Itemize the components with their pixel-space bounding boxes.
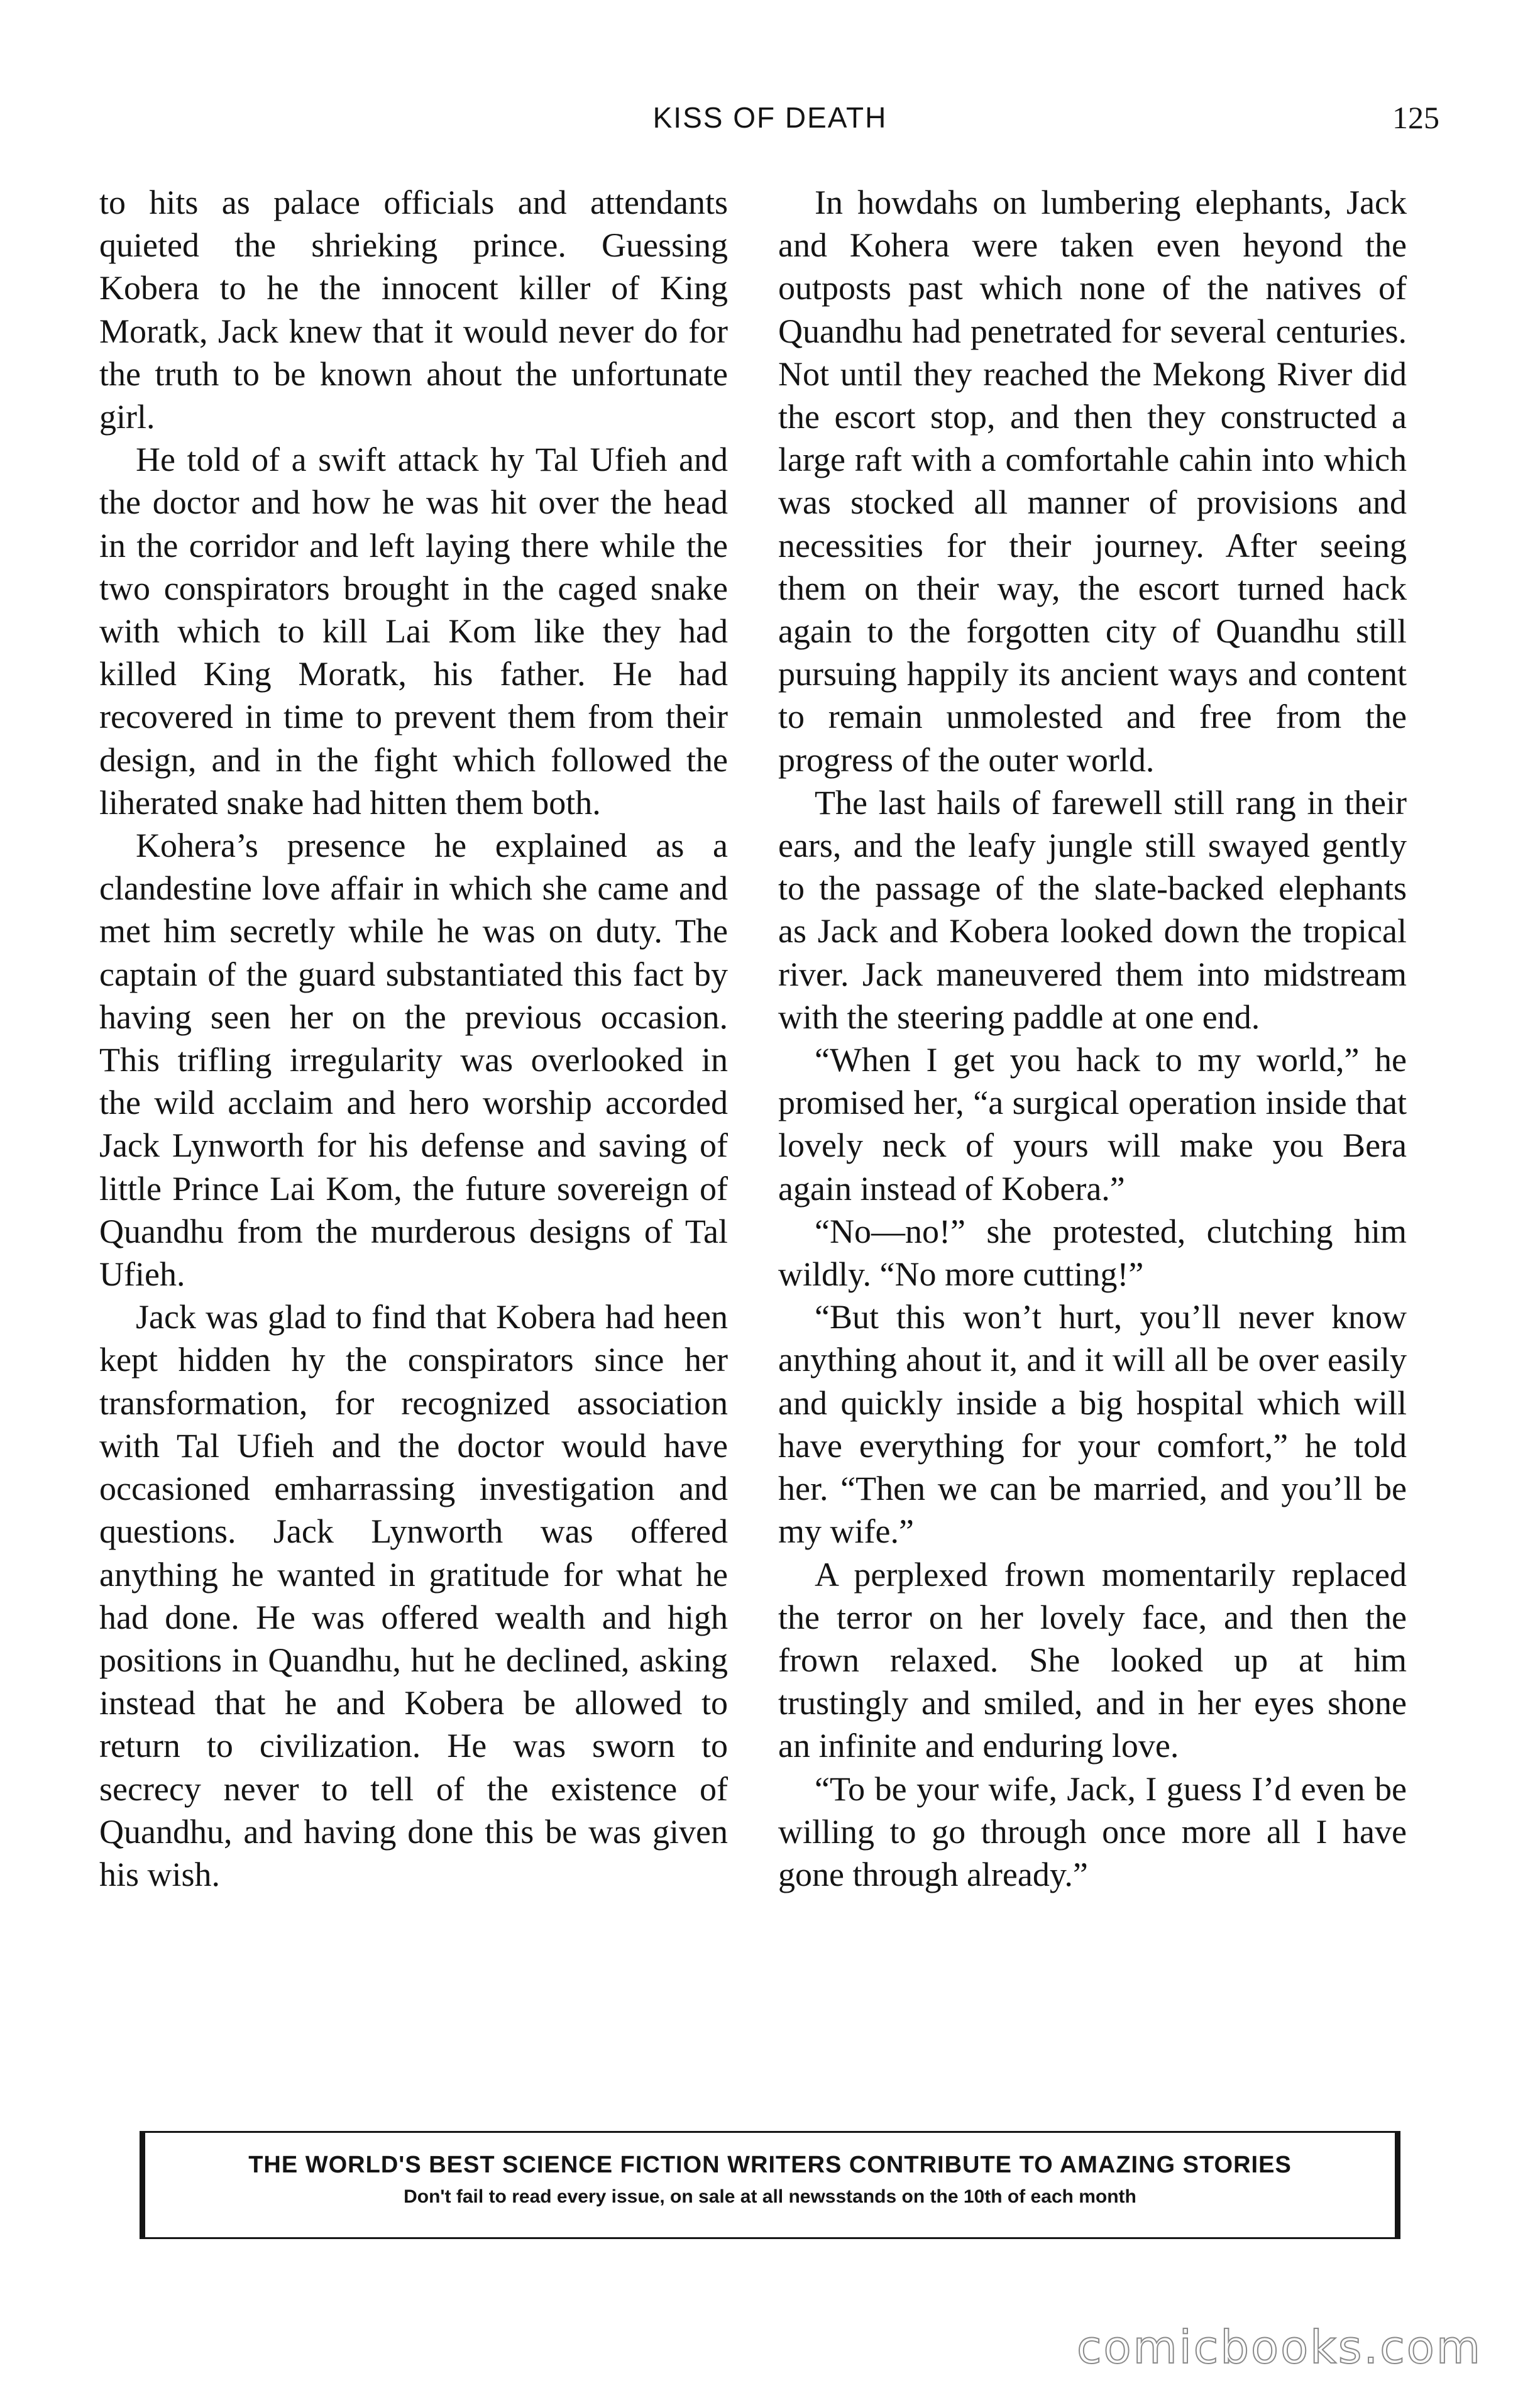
paragraph: “To be your wife, Jack, I guess I’d even be willing to go through once more all I have gone through already.”	[778, 1770, 1407, 1893]
paragraph: “But this won’t hurt, you’ll never know anything ahout it, and it will all be over easily and quickly inside a big hospital which will have everything for your comfort,” he told her. “Then we can be married, and you’ll be my wife.”	[778, 1298, 1407, 1551]
paragraph: to hits as palace officials and attendants quieted the shrieking prince. Guessing Kobera to he the innocent killer of King Moratk, Jack knew that it would never do for the truth to be known ahout the unfortunate girl.	[99, 184, 728, 436]
page-header	[101, 96, 1439, 140]
right-column	[778, 181, 1407, 1896]
paragraph: “When I get you hack to my world,” he promised her, “a surgical operation inside that lovely neck of yours will make you Bera again instead of Kobera.”	[778, 1041, 1407, 1208]
paragraph: In howdahs on lumbering elephants, Jack and Kohera were taken even heyond the outposts past which none of the natives of Quandhu had penetrated for several centuries. Not until they reached the Mekong River did the escort stop, and then they constructed a large raft with a comfortahle cahin into which was stocked all manner of provisions and necessities for their journey. After seeing them on their way, the escort turned hack again to the forgotten city of Quandhu still pursuing happily its ancient ways and content to remain unmolested and free from the progress of the outer world.	[778, 184, 1407, 779]
paragraph: “No—no!” she protested, clutching him wildly. “No more cutting!”	[778, 1212, 1407, 1294]
advertisement-box	[140, 2131, 1400, 2239]
paragraph: Kohera’s presence he explained as a clandestine love affair in which she came and met him secretly while he was on duty. The captain of the guard substantiated this fact by having seen her on the previous occasion. This trifling irregularity was overlooked in the wild acclaim and hero worship accorded Jack Lynworth for his defense and saving of little Prince Lai Kom, the future sovereign of Quandhu from the murderous designs of Tal Ufieh.	[99, 827, 728, 1294]
left-column	[99, 181, 728, 1896]
article-body	[99, 181, 1407, 1896]
paragraph: A perplexed frown momentarily replaced the terror on her lovely face, and then the frown relaxed. She looked up at him trustingly and smiled, and in her eyes shone an infinite and enduring love.	[778, 1555, 1407, 1765]
paragraph: He told of a swift attack hy Tal Ufieh and the doctor and how he was hit over the head in the corridor and left laying there while the two conspirators brought in the caged snake with which to kill Lai Kom like they had killed King Moratk, his father. He had recovered in time to prevent them from their design, and in the fight which followed the liherated snake had hitten them both.	[99, 441, 728, 822]
paragraph: Jack was glad to find that Kobera had heen kept hidden hy the conspirators since her transformation, for recognized association with Tal Ufieh and the doctor would have occasioned emharrassing investigation and questions. Jack Lynworth was offered anything he wanted in gratitude for what he had done. He was offered wealth and high positions in Quandhu, hut he declined, asking instead that he and Kobera be allowed to return to civilization. He was sworn to secrecy never to tell of the existence of Quandhu, and having done this be was given his wish.	[99, 1298, 728, 1893]
page-number: 125	[1392, 100, 1439, 135]
paragraph: The last hails of farewell still rang in their ears, and the leafy jungle still swayed gently to the passage of the slate-backed elephants as Jack and Kobera looked down the tropical river. Jack maneuvered them into midstream with the steering paddle at one end.	[778, 783, 1407, 1036]
watermark: comicbooks.com	[1076, 2321, 1482, 2374]
advertisement-subline: Don't fail to read every issue, on sale at all newsstands on the 10th of each month	[404, 2186, 1136, 2207]
advertisement-headline: THE WORLD'S BEST SCIENCE FICTION WRITERS CONTRIBUTE TO AMAZING STORIES	[248, 2152, 1292, 2178]
running-title: KISS OF DEATH	[652, 101, 888, 134]
